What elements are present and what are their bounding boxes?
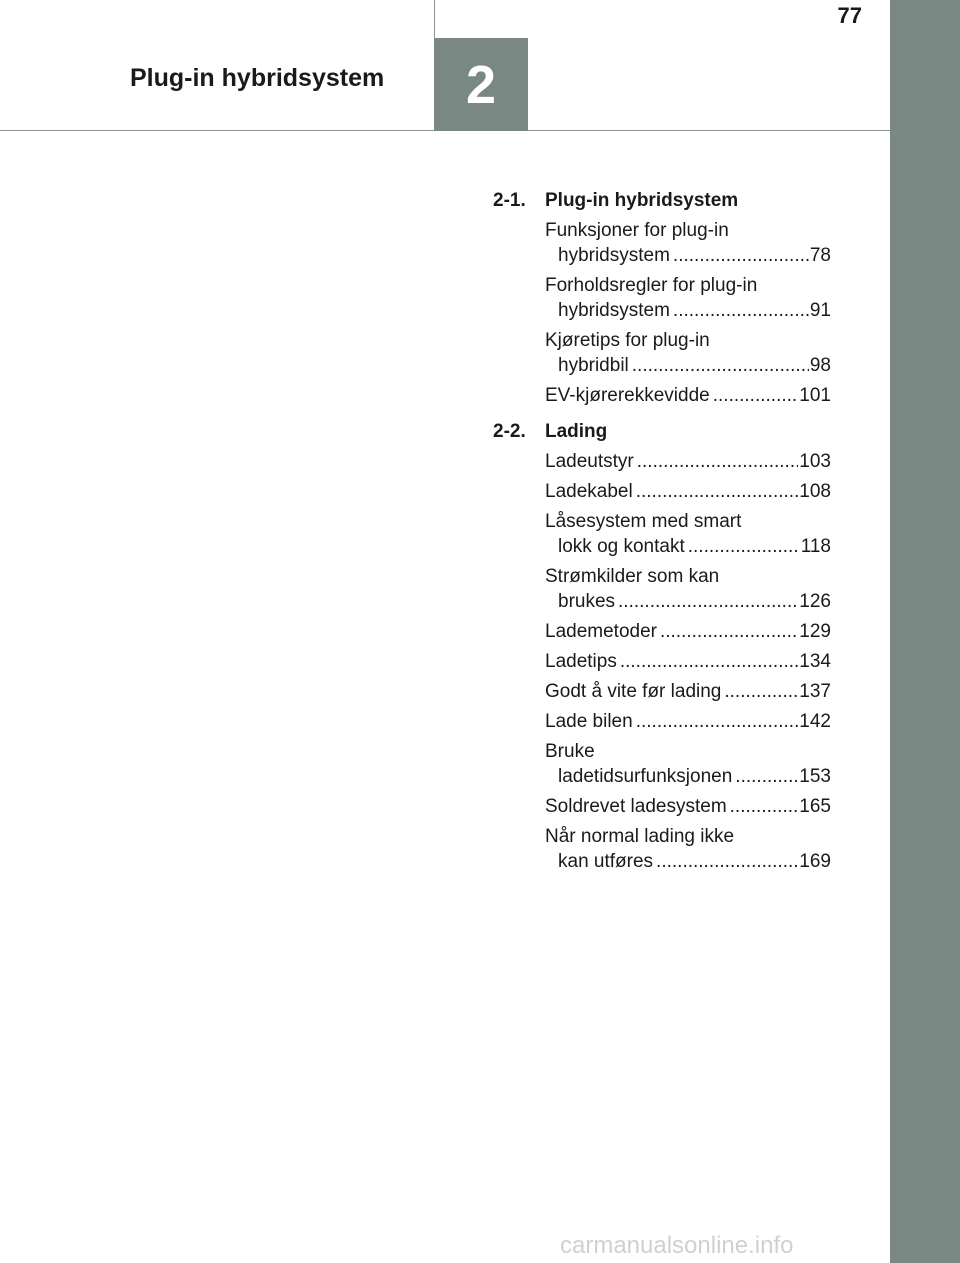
toc-section (493, 188, 831, 408)
entry-title: Ladekabel (545, 481, 633, 502)
entry-title: kan utføres (558, 851, 654, 872)
dot-leader (618, 589, 798, 614)
toc-entry[interactable] (545, 328, 831, 378)
entry-title: Soldrevet ladesystem (545, 796, 727, 817)
entry-page-number: 103 (799, 451, 831, 472)
entry-title-line: Forholdsregler for plug-in (545, 275, 758, 296)
entry-page-number: 129 (799, 621, 831, 642)
chapter-side-strip (890, 0, 960, 1263)
entry-page-number: 101 (799, 385, 831, 406)
entry-title: Ladetips (545, 651, 617, 672)
toc-entry[interactable] (545, 824, 831, 874)
dot-leader (636, 709, 799, 734)
entry-title: ladetidsurfunksjonen (558, 766, 733, 787)
entry-page-number: 118 (800, 536, 831, 557)
toc-entry[interactable] (545, 679, 831, 704)
watermark: carmanualsonline.info (560, 1232, 794, 1259)
tab-divider-line (434, 0, 435, 40)
entry-page-number: 153 (799, 766, 831, 787)
dot-leader (713, 383, 799, 408)
entry-page-number: 134 (799, 651, 831, 672)
toc-entry[interactable] (545, 739, 831, 789)
dot-leader (730, 794, 799, 819)
dot-leader (620, 649, 798, 674)
dot-leader (673, 243, 809, 268)
entry-title: Godt å vite før lading (545, 681, 722, 702)
entry-page-number: 137 (799, 681, 831, 702)
entry-title-line: Strømkilder som kan (545, 566, 720, 587)
entry-title-line: Når normal lading ikke (545, 826, 735, 847)
toc-entry[interactable] (545, 479, 831, 504)
toc-entry[interactable] (545, 794, 831, 819)
dot-leader (735, 764, 798, 789)
entry-title: Lade bilen (545, 711, 633, 732)
toc-entry[interactable] (545, 619, 831, 644)
entry-title-line: Låsesystem med smart (545, 511, 742, 532)
entry-page-number: 91 (809, 300, 831, 321)
dot-leader (632, 353, 809, 378)
section-number: 2-1. (493, 190, 526, 211)
dot-leader (688, 534, 800, 559)
dot-leader (656, 849, 798, 874)
dot-leader (724, 679, 798, 704)
toc-entry[interactable] (545, 509, 831, 559)
page-number: 77 (837, 3, 862, 28)
entry-title-line: Funksjoner for plug-in (545, 220, 729, 241)
dot-leader (660, 619, 798, 644)
toc-entry[interactable] (545, 273, 831, 323)
entry-title: lokk og kontakt (558, 536, 685, 557)
toc-section (493, 419, 831, 874)
section-heading (493, 419, 831, 445)
section-heading (493, 188, 831, 214)
section-number: 2-2. (493, 421, 526, 442)
toc-entry[interactable] (545, 449, 831, 474)
chapter-title: Plug-in hybridsystem (130, 64, 385, 92)
entry-page-number: 169 (799, 851, 831, 872)
entry-title: EV-kjørerekkevidde (545, 385, 710, 406)
entry-title: Lademetoder (545, 621, 657, 642)
toc-entry[interactable] (545, 383, 831, 408)
entry-title-line: Kjøretips for plug-in (545, 330, 710, 351)
entry-page-number: 108 (799, 481, 831, 502)
entry-page-number: 165 (799, 796, 831, 817)
toc-entry[interactable] (545, 218, 831, 268)
entry-page-number: 142 (799, 711, 831, 732)
entry-title: Ladeutstyr (545, 451, 634, 472)
chapter-number-tab: 2 (434, 38, 528, 131)
dot-leader (673, 298, 809, 323)
toc-entry[interactable] (545, 709, 831, 734)
entry-page-number: 78 (809, 245, 831, 266)
dot-leader (636, 479, 799, 504)
dot-leader (637, 449, 799, 474)
entry-page-number: 98 (809, 355, 831, 376)
entry-title-line: Bruke (545, 741, 595, 762)
entry-title: hybridsystem (558, 300, 670, 321)
section-title: Lading (545, 421, 608, 442)
table-of-contents (493, 188, 831, 885)
toc-entry[interactable] (545, 649, 831, 674)
entry-title: hybridsystem (558, 245, 670, 266)
entry-page-number: 126 (799, 591, 831, 612)
entry-title: brukes (558, 591, 616, 612)
toc-entry[interactable] (545, 564, 831, 614)
section-title: Plug-in hybridsystem (545, 190, 739, 211)
entry-title: hybridbil (558, 355, 629, 376)
